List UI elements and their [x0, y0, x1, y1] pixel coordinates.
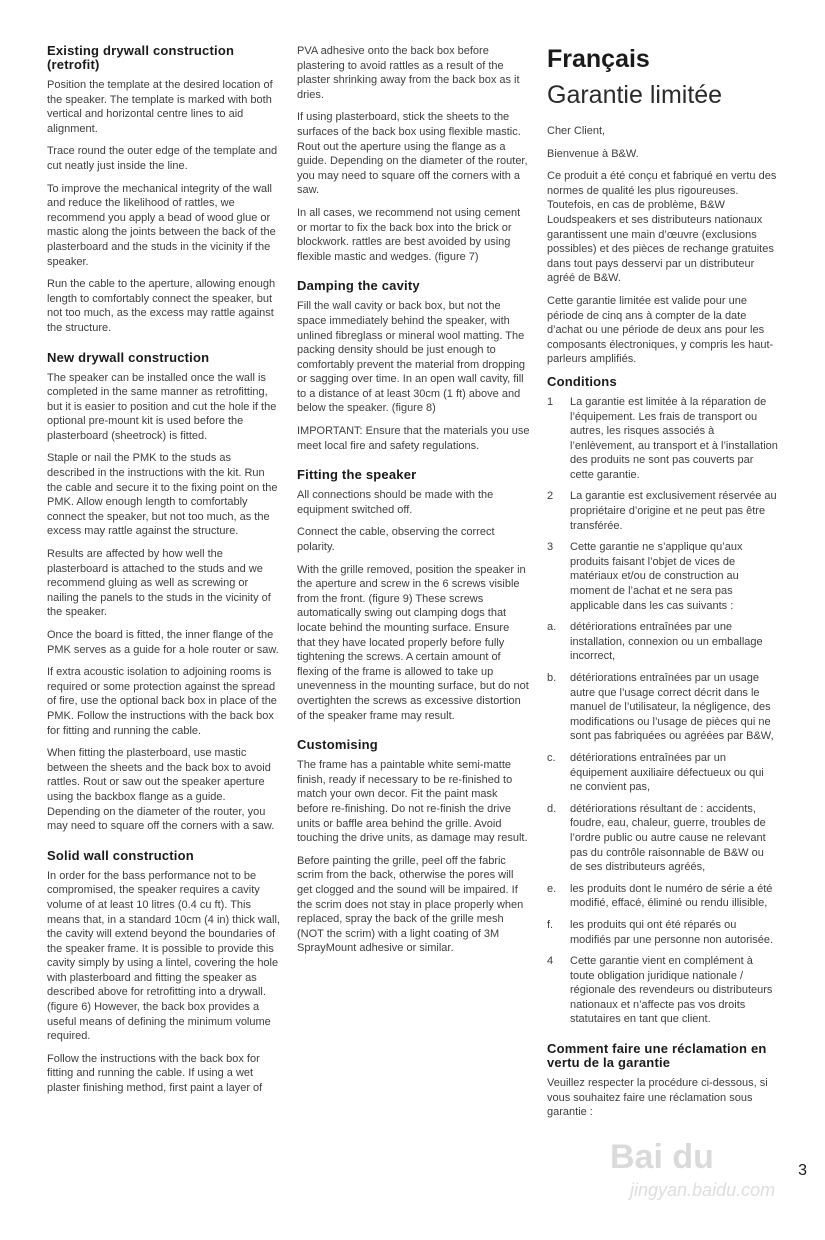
paragraph: Staple or nail the PMK to the studs as described in the instructions with the kit. Run the cable and secure it to the fixing point on the PMK. Allow enough length to comfortably connect the speaker, but not too much, as the excess may rattle against the structure. [47, 452, 278, 538]
paragraph: The speaker can be installed once the wall is completed in the same manner as retrofitting, but it is easier to position and cut the hole if the optional pre-mount kit is used before the plasterboard (sheetrock) is fitted. [47, 371, 277, 442]
list-marker: 2 [547, 490, 554, 503]
list-marker: e. [547, 882, 557, 895]
list-marker: a. [547, 621, 557, 634]
paragraph: IMPORTANT: Ensure that the materials you use meet local fire and safety regulations. [297, 425, 530, 452]
welcome: Bienvenue à B&W. [547, 147, 639, 160]
paragraph: Ce produit a été conçu et fabriqué en vertu des normes de qualité les plus rigoureuses. Toutefois, en cas de problème, B&W Loudspeakers et ses distributeurs nationaux garantissent une main d’œuvre (exclusions possibles) et des pièces de rechange gratuites dans tout pays desservi par un distributeur agréé de B&W. [547, 170, 777, 285]
list-marker: f. [547, 918, 554, 931]
paragraph: If using plasterboard, stick the sheets to the surfaces of the back box using flexible mastic. Rout out the aperture using the flange as a guide. Depending on the diameter of the router, you may need to square off the corners with a saw. [297, 111, 528, 197]
paragraph: PVA adhesive onto the back box before plastering to avoid rattles as a result of the plaster shrinking away from the back box as it dries. [297, 45, 520, 101]
list-item-text: Cette garantie ne s’applique qu’aux produits faisant l’objet de vices de matériaux et/ou de construction au moment de l’achat et ne sera pas applicable dans les cas suivants : [570, 541, 743, 612]
list-item [547, 671, 779, 744]
conditions-list [547, 395, 779, 1027]
list-item-text: détériorations entraînées par une installation, connexion ou un emballage incorrect, [570, 621, 763, 663]
greeting: Cher Client, [547, 125, 606, 137]
paragraph: Once the board is fitted, the inner flange of the PMK serves as a guide for a hole router or saw. [47, 629, 279, 656]
paragraph: Fill the wall cavity or back box, but not the space immediately behind the speaker, with unlined fibreglass or mineral wool matting. The packing density should be just enough to comfortably prevent the material from dropping or sagging over time. In an open wall cavity, fill to a distance of at least 30cm (1 ft) above and below the speaker. (figure 8) [297, 300, 526, 415]
section-heading-damping: Damping the cavity [297, 278, 420, 294]
paragraph: The frame has a paintable white semi-matte finish, ready if necessary to be re-finished to match your own decor. Fit the paint mask before re-finishing. Do not re-finish the drive units or baffle area behind the grille. Avoid touching the drive units, as damage may result. [297, 759, 528, 845]
watermark-url: jingyan.baidu.com [630, 1180, 776, 1200]
watermark-logo [600, 1130, 820, 1210]
section-heading-claim: Comment faire une réclamation en vertu de la garantie [547, 1041, 767, 1071]
paragraph: When fitting the plasterboard, use mastic between the sheets and the back box to avoid rattles. Rout or saw out the speaker aperture using the backbox flange as a guide. Depending on the diameter of the router, you may need to square off the corners with a saw. [47, 747, 275, 833]
paragraph: Run the cable to the aperture, allowing enough length to comfortably connect the speaker, but not too much, as the excess may rattle against the structure. [47, 278, 276, 334]
list-item [547, 540, 779, 613]
paragraph: Cette garantie limitée est valide pour une période de cinq ans à compter de la date d’achat ou une période de deux ans pour les composants électroniques, y compris les haut-parleurs amplifiés. [547, 294, 774, 366]
section-heading-new-drywall: New drywall construction [47, 349, 210, 365]
list-marker: 1 [547, 395, 554, 408]
list-marker: 4 [547, 955, 554, 968]
list-item [547, 620, 779, 664]
list-item-text: détériorations résultant de : accidents, foudre, eau, chaleur, guerre, troubles de l’ordre public ou autre cause ne relevant pas du contrôle raisonnable de B&W ou de ses distributeurs agréés, [570, 802, 766, 874]
paragraph: To improve the mechanical integrity of the wall and reduce the likelihood of rattles, we recommend you apply a bead of wood glue or mastic along the joints between the back of the plasterboard and the studs in the vicinity if the speaker. [47, 182, 276, 268]
list-item [547, 918, 779, 947]
list-item [547, 954, 779, 1027]
page-title: Garantie limitée [547, 81, 723, 109]
list-marker: c. [547, 751, 556, 764]
section-heading-customising: Customising [297, 737, 378, 753]
right-column [547, 44, 779, 1128]
list-item-text: La garantie est exclusivement réservée au propriétaire d’origine et ne peut pas être transférée. [570, 490, 777, 532]
paragraph: Results are affected by how well the plasterboard is attached to the studs and we recommend gluing as well as screwing or nailing the panels to the studs in the vicinity of the speaker. [47, 548, 271, 619]
list-item [547, 395, 779, 483]
paragraph: If extra acoustic isolation to adjoining rooms is required or some protection against the spread of fire, use the optional back box in place of the PMK. Follow the instructions with the back box for fitting and running the cable. [47, 666, 277, 737]
paragraph: With the grille removed, position the speaker in the aperture and screw in the 6 screws visible from the front. (figure 9) These screws automatically swing out clamping dogs that locate behind the mounting surface. Ensure that they have located properly before fully tightening the screws. A certain amount of flexing of the frame is allowed to take up unevenness in the mounting surface, but do not overtighten the screws as excessive distortion of the speaker frame may result. [297, 563, 529, 722]
list-item [547, 882, 779, 911]
list-item-text: Cette garantie vient en complément à toute obligation juridique nationale / régionale des revendeurs ou distributeurs nationaux et n’affecte pas vos droits statutaires en tant que client. [570, 955, 773, 1026]
paragraph: Trace round the outer edge of the template and cut neatly just inside the line. [47, 145, 278, 172]
paragraph: Follow the instructions with the back box for fitting and running the cable. If using a wet plaster finishing method, first paint a layer of [47, 1052, 263, 1095]
paragraph: All connections should be made with the equipment switched off. [297, 489, 494, 516]
middle-column [297, 44, 530, 964]
list-item [547, 489, 779, 533]
paragraph: Before painting the grille, peel off the fabric scrim from the back, otherwise the pores will get clogged and the sound will be impaired. If the scrim does not stay in place properly when replaced, spray the back of the grille mesh (NOT the scrim) with a light coating of 3M SprayMount adhesive or similar. [297, 854, 524, 955]
paragraph: Veuillez respecter la procédure ci-dessous, si vous souhaitez faire une réclamation sous garantie : [547, 1077, 768, 1119]
paragraph: Position the template at the desired location of the speaker. The template is marked with both vertical and horizontal centre lines to aid alignment. [47, 79, 273, 135]
left-column [47, 44, 280, 1104]
watermark-brand: Bai du [610, 1138, 714, 1176]
list-item-text: détériorations entraînées par un usage autre que l’usage correct décrit dans le manuel de l’utilisateur, la négligence, des modifications ou l’usage de pièces qui ne sont pas fabriquées ou agréées par B&W, [570, 672, 774, 743]
section-heading-solid-wall: Solid wall construction [47, 847, 194, 863]
list-marker: 3 [547, 541, 554, 554]
paragraph: In all cases, we recommend not using cement or mortar to fix the back box into the brick or blockwork. rattles are best avoided by using flexible mastic and wedges. (figure 7) [297, 206, 521, 263]
list-item-text: La garantie est limitée à la réparation de l’équipement. Les frais de transport ou autres, les risques associés à l’enlèvement, au transport et à l’installation des produits ne sont pas couverts par cette garantie. [570, 395, 778, 481]
list-item [547, 751, 779, 795]
paragraph: In order for the bass performance not to be compromised, the speaker requires a cavity volume of at least 10 litres (0.4 cu ft). This means that, in a standard 10cm (4 in) thick wall, the cavity will extend beyond the boundaries of the speaker frame. It is possible to provide this cavity simply by using a lintel, covering the hole with plasterboard and fitting the speaker as described above for retrofitting into a drywall. (figure 6) However, the back box provides a useful means of defining the minimum volume required. [47, 869, 280, 1043]
list-item-text: détériorations entraînées par un équipement auxiliaire défectueux ou qui ne convient pas, [570, 751, 764, 794]
list-item [547, 802, 779, 875]
section-heading-fitting: Fitting the speaker [297, 467, 417, 483]
language-title: Français [547, 45, 650, 73]
list-marker: b. [547, 672, 557, 684]
list-item-text: les produits qui ont été réparés ou modifiés par une personne non autorisée. [570, 918, 774, 946]
section-heading-existing-drywall: Existing drywall construction (retrofit) [47, 43, 235, 72]
list-item-text: les produits dont le numéro de série a été modifié, effacé, éliminé ou rendu illisible, [570, 882, 773, 910]
paragraph: Connect the cable, observing the correct polarity. [297, 526, 495, 554]
page-number: 3 [798, 1162, 807, 1179]
section-heading-conditions: Conditions [547, 373, 617, 389]
list-marker: d. [547, 802, 557, 815]
